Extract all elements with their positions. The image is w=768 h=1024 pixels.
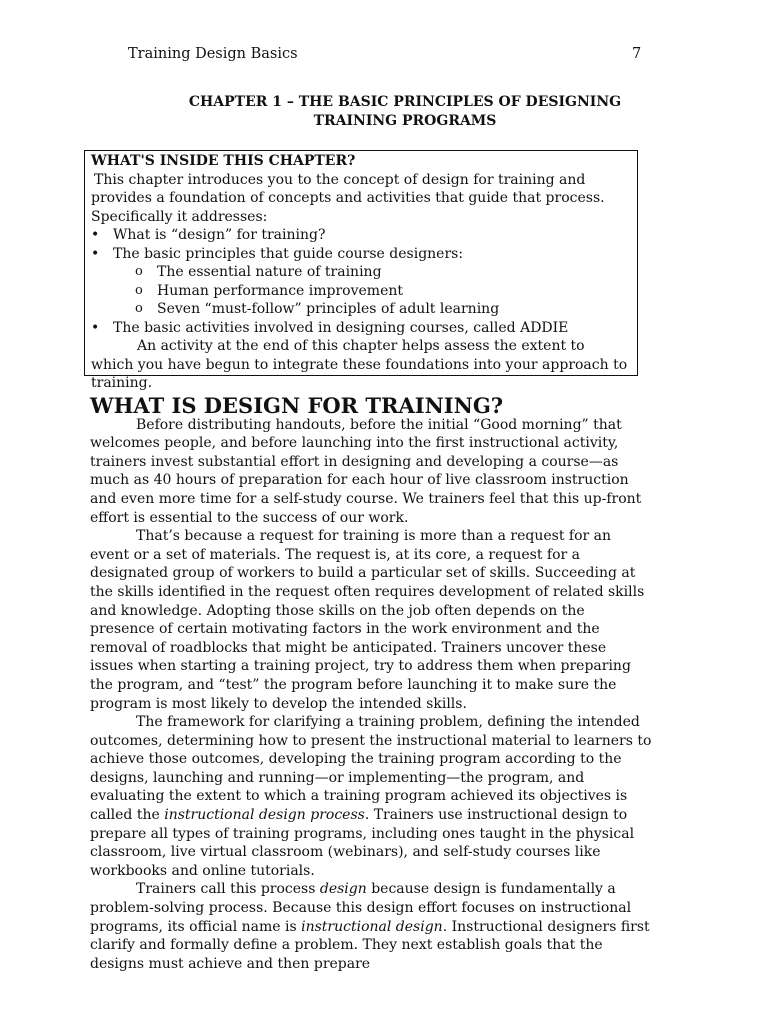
bullet-item (91, 319, 631, 338)
paragraph-text: Trainers call this process (136, 881, 320, 898)
sub-bullet-text: The essential nature of training (157, 264, 382, 280)
emphasized-term: design (319, 881, 367, 898)
paragraph: That’s because a request for training is more than a request for an event or a set of materials. The request is, at its core, a request for a designated group of workers to build a particular set of skills. Succeeding at the skills identified in the request often requires development of related skills and knowledge. Adopting those skills on the job often depends on the presence of certain motivating factors in the work environment and the removal of roadblocks that might be anticipated. Trainers uncover these issues when starting a training project, try to address them when preparing the program, and “test” the program before launching it to make sure the program is most likely to develop the intended skills. (90, 528, 645, 712)
summary-intro: This chapter introduces you to the concept of design for training and provides a foundation of concepts and activities that guide that process. Specifically it addresses: (91, 171, 605, 225)
chapter-title: CHAPTER 1 – THE BASIC PRINCIPLES OF DESIGNING TRAINING PROGRAMS (188, 94, 622, 129)
sub-bullet-item (113, 300, 631, 319)
bullet-marker: • (91, 319, 100, 336)
emphasized-term: instructional design process (164, 807, 365, 824)
running-header-title: Training Design Basics (128, 46, 298, 62)
sub-bullet-marker: o (135, 301, 143, 316)
sub-bullet-item (113, 263, 631, 282)
section-heading: WHAT IS DESIGN FOR TRAINING? (90, 393, 504, 418)
paragraph-text: because design is fundamentally a problem-solving process. Because this design effort focuses on instructional programs, its official name is (90, 881, 632, 935)
bullet-item (91, 226, 631, 245)
bullet-marker: • (91, 227, 100, 243)
summary-closing: An activity at the end of this chapter helps assess the extent to which you have begun to integrate these foundations into your approach to training. (91, 338, 628, 391)
paragraph: Before distributing handouts, before the initial “Good morning” that welcomes people, and before launching into the first instructional activity, trainers invest substantial effort in designing and developing a course—as much as 40 hours of preparation for each hour of live classroom instruction and even more time for a self-study course. We trainers feel that this up-front effort is essential to the success of our work. (90, 416, 642, 526)
bullet-marker: • (91, 245, 100, 262)
paragraph (90, 880, 652, 973)
sub-bullet-text: Seven “must-follow” principles of adult learning (157, 301, 500, 317)
paragraph-text: . Instructional designers first clarify and formally define a problem. They next establish goals that the designs must achieve and then prepare (90, 918, 650, 972)
sub-bullet-list (113, 263, 631, 319)
bullet-text: The basic principles that guide course designers: (113, 245, 464, 262)
summary-bullet-list (91, 226, 631, 337)
sub-bullet-marker: o (135, 264, 143, 279)
bullet-text: What is “design” for training? (113, 227, 326, 243)
paragraph (90, 713, 652, 880)
sub-bullet-text: Human performance improvement (157, 282, 404, 299)
paragraph-text: . Trainers use instructional design to prepare all types of training programs, including ones taught in the physical classroom, live virtual classroom (webinars), and self-study courses like workbooks and online tutorials. (90, 807, 635, 879)
sub-bullet-marker: o (135, 282, 143, 298)
summary-heading: WHAT'S INSIDE THIS CHAPTER? (91, 153, 356, 169)
paragraph-text: The framework for clarifying a training problem, defining the intended outcomes, determining how to present the instructional material to learners to achieve those outcomes, developing the training program according to the designs, launching and running—or implementing—the program, and evaluating the extent to which a training program achieved its objectives is called the (90, 714, 652, 824)
chapter-summary-box (84, 150, 638, 391)
main-text (90, 393, 652, 973)
page-number: 7 (632, 46, 642, 62)
bullet-item (91, 245, 631, 319)
emphasized-term: instructional design (301, 918, 443, 935)
bullet-text: The basic activities involved in designing courses, called ADDIE (113, 319, 569, 336)
sub-bullet-item (113, 282, 631, 301)
